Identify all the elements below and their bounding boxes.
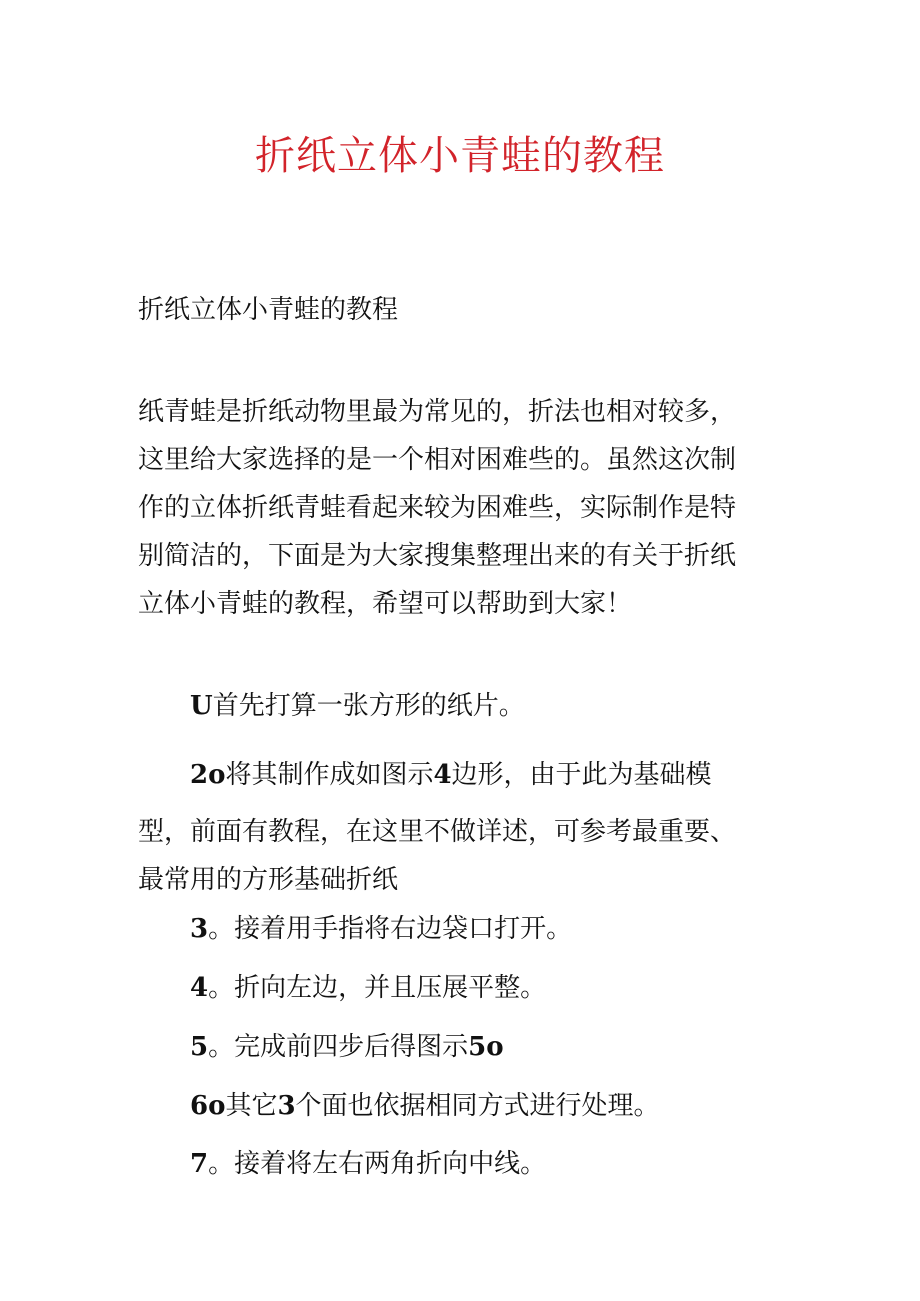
step-text: 将其制作成如图示 xyxy=(225,760,434,790)
step-text: 。接着将左右两角折向中线。 xyxy=(208,1149,547,1179)
step-inline-number: 4 xyxy=(433,760,452,790)
document-title: 折纸立体小青蛙的教程 xyxy=(255,133,665,179)
intro-line: 立体小青蛙的教程，希望可以帮助到大家！ xyxy=(138,589,633,619)
step-1 xyxy=(190,688,525,724)
step-3 xyxy=(190,911,572,947)
step-2-continuation-line: 型，前面有教程，在这里不做详述，可参考最重要、 xyxy=(138,817,737,847)
step-text: 首先打算一张方形的纸片。 xyxy=(212,691,525,721)
step-text: 。接着用手指将右边袋口打开。 xyxy=(208,914,573,944)
intro-paragraph xyxy=(138,388,788,628)
step-number: 2o xyxy=(190,760,226,790)
document-subtitle: 折纸立体小青蛙的教程 xyxy=(138,295,399,325)
step-2-continuation-line: 最常用的方形基础折纸 xyxy=(138,865,399,895)
step-text: 个面也依据相同方式进行处理。 xyxy=(295,1091,660,1121)
intro-line: 这里给大家选择的是一个相对困难些的。虽然这次制 xyxy=(138,445,737,475)
step-inline-number: 3 xyxy=(277,1091,296,1121)
intro-line: 作的立体折纸青蛙看起来较为困难些，实际制作是特 xyxy=(138,493,737,523)
step-5 xyxy=(190,1029,504,1065)
step-4 xyxy=(190,970,546,1006)
step-7 xyxy=(190,1146,546,1182)
step-2 xyxy=(190,757,712,793)
step-number: U xyxy=(190,691,213,721)
step-number: 4 xyxy=(190,973,209,1003)
step-text: 。完成前四步后得图示 xyxy=(208,1032,469,1062)
step-number: 3 xyxy=(190,914,209,944)
step-6 xyxy=(190,1088,660,1124)
step-text: 其它 xyxy=(225,1091,278,1121)
intro-line: 别简洁的，下面是为大家搜集整理出来的有关于折纸 xyxy=(138,541,737,571)
step-text: 边形，由于此为基础模 xyxy=(451,760,712,790)
step-number: 6o xyxy=(190,1091,226,1121)
step-inline-number: 5o xyxy=(468,1032,504,1062)
step-2-continuation xyxy=(138,808,736,904)
step-text: 。折向左边，并且压展平整。 xyxy=(208,973,547,1003)
step-number: 5 xyxy=(190,1032,209,1062)
step-number: 7 xyxy=(190,1149,209,1179)
intro-line: 纸青蛙是折纸动物里最为常见的，折法也相对较多， xyxy=(138,397,737,427)
